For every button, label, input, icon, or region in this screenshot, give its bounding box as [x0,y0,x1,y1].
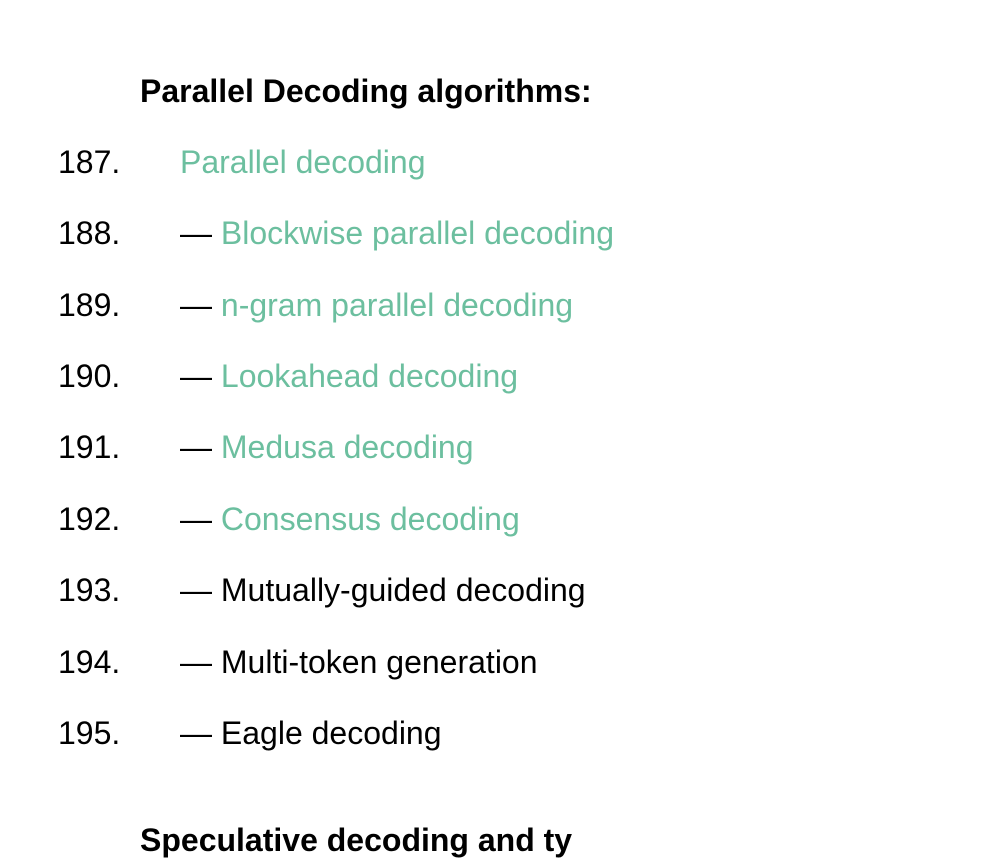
link-n-gram-parallel-decoding[interactable]: n-gram parallel decoding [220,287,574,323]
list-item-label: Mutually-guided decoding [220,572,586,608]
list-item [0,427,986,467]
link-parallel-decoding[interactable]: Parallel decoding [180,144,426,180]
list-item-dash: — [180,287,221,323]
next-section-heading: Speculative decoding and ty [140,822,573,858]
list-item-dash: — [180,215,221,251]
link-blockwise-parallel-decoding[interactable]: Blockwise parallel decoding [220,215,614,251]
list-item [0,142,986,182]
list-item [0,499,986,539]
list-item-entry [180,427,474,467]
section-heading: Parallel Decoding algorithms: [140,73,592,109]
list-item [0,213,986,253]
list-item-number: 195. [58,715,121,751]
list-item-dash: — [180,501,221,537]
list-item-entry [180,570,586,610]
list-item-entry [180,642,538,682]
list-item-number: 194. [58,644,121,680]
list-item [0,570,986,610]
list-item-number: 190. [58,358,121,394]
link-lookahead-decoding[interactable]: Lookahead decoding [220,358,519,394]
list-item-label: Eagle decoding [220,715,442,751]
list-item-dash: — [180,644,221,680]
list-item [0,642,986,682]
list-item-number: 191. [58,429,121,465]
list-item-number: 192. [58,501,121,537]
list-item-entry [180,499,520,539]
list-item-number: 193. [58,572,121,608]
list-item [0,356,986,396]
link-medusa-decoding[interactable]: Medusa decoding [220,429,474,465]
list-item-entry [180,713,442,753]
list-item-number: 189. [58,287,121,323]
list-item-number: 188. [58,215,121,251]
list-item-number: 187. [58,144,121,180]
list-item-entry [180,285,573,325]
list-item-entry [180,142,426,182]
list-item-label: Multi-token generation [220,644,538,680]
list-item-dash: — [180,572,221,608]
list-item-dash: — [180,429,221,465]
list-item-entry [180,356,518,396]
list-item [0,713,986,753]
list-item-entry [180,213,614,253]
link-consensus-decoding[interactable]: Consensus decoding [220,501,520,537]
list-item-dash: — [180,358,221,394]
list-item-dash: — [180,715,221,751]
list-item [0,285,986,325]
